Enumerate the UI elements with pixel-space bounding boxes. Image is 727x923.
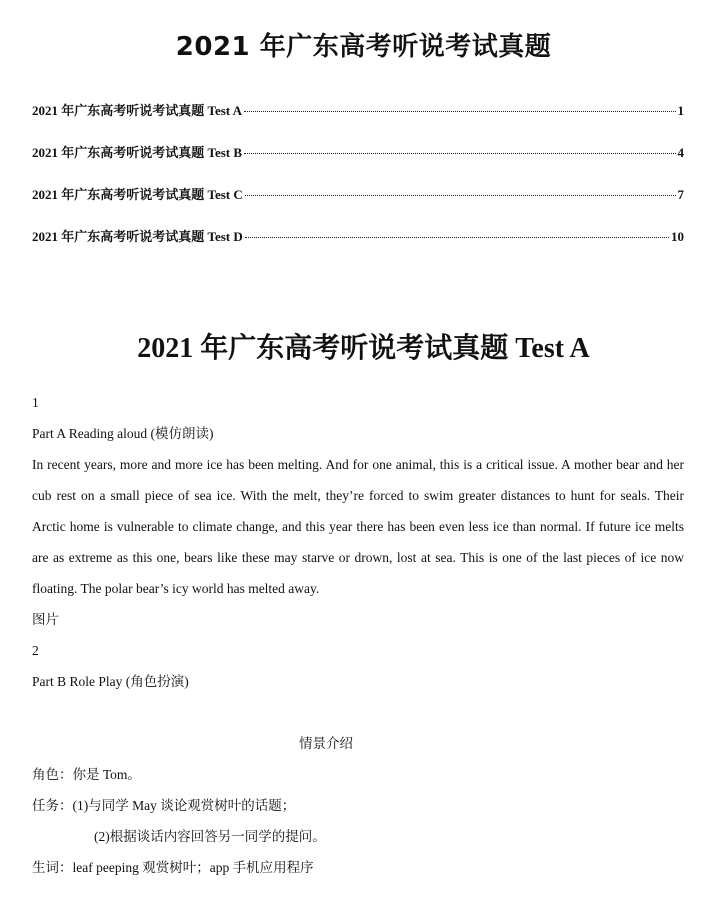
image-placeholder: 图片 [32, 612, 59, 627]
toc-item-label: 2021 年广东高考听说考试真题 Test A [32, 103, 243, 118]
question-number: 2 [32, 643, 39, 658]
toc-dot-leader [245, 195, 676, 196]
toc-dot-leader [244, 153, 675, 154]
toc-item-label: 2021 年广东高考听说考试真题 Test C [32, 187, 243, 202]
role-line: 角色：你是 Tom。 [32, 767, 141, 782]
part-a-heading: Part A Reading aloud (模仿朗读) [32, 426, 214, 441]
document-title: 2021 年广东高考听说考试真题 [175, 32, 552, 62]
question-number: 1 [32, 395, 39, 410]
toc-item[interactable] [32, 142, 684, 184]
toc-item-page: 1 [677, 103, 684, 118]
task-line: (2)根据谈话内容回答另一同学的提问。 [94, 829, 326, 844]
vocabulary-line: 生词：leaf peeping 观赏树叶；app 手机应用程序 [32, 860, 314, 875]
toc-item[interactable] [32, 184, 684, 226]
scenario-heading: 情景介绍 [299, 736, 353, 751]
section-body [32, 391, 684, 887]
blank-spacer [32, 701, 684, 732]
task-line: 任务：(1)与同学 May 谈论观赏树叶的话题； [32, 798, 296, 813]
part-b-heading: Part B Role Play (角色扮演) [32, 674, 189, 689]
table-of-contents [32, 100, 684, 268]
toc-dot-leader [244, 111, 675, 112]
toc-item[interactable] [32, 226, 684, 268]
toc-item-page: 4 [677, 145, 684, 160]
toc-item-label: 2021 年广东高考听说考试真题 Test D [32, 229, 243, 244]
section-title: 2021 年广东高考听说考试真题 Test A [137, 333, 590, 364]
reading-passage: In recent years, more and more ice has been melting. And for one animal, this is a critical issue. A mother bear and her cub rest on a small piece of sea ice. With the melt, they’re forced to swim greater distances to hunt for seals. Their Arctic home is vulnerable to climate change, and this year there has been even less ice than normal. If future ice melts are as extreme as this one, bears like these may starve or drown, lost at sea. This is one of the last pieces of ice now floating. The polar bear’s icy world has melted away. [32, 457, 684, 596]
toc-item-page: 7 [677, 187, 684, 202]
toc-item-page: 10 [671, 229, 684, 244]
toc-item[interactable] [32, 100, 684, 142]
toc-item-label: 2021 年广东高考听说考试真题 Test B [32, 145, 243, 160]
toc-dot-leader [245, 237, 669, 238]
